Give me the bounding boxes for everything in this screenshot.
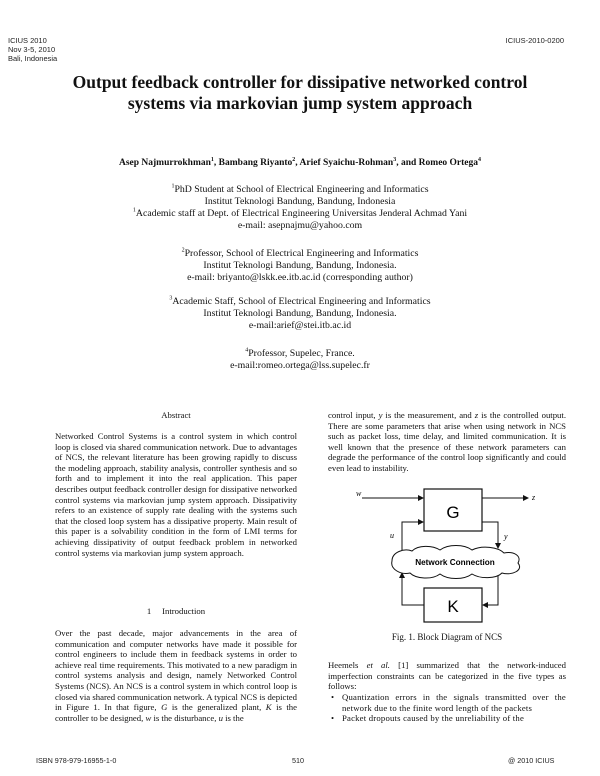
signal-w-label: w	[356, 489, 362, 498]
network-connection-label: Network Connection	[415, 558, 495, 567]
affil-sup: 3	[169, 295, 173, 302]
affil-sup: 2	[181, 247, 185, 254]
affiliation-3	[60, 296, 540, 332]
author-sup: 2	[292, 156, 296, 163]
right-paragraph-1	[328, 410, 566, 474]
paper-title	[40, 72, 560, 114]
author-separator: ,	[213, 158, 219, 168]
plant-label-G: G	[446, 503, 460, 522]
conference-dates: Nov 3-5, 2010	[8, 45, 56, 54]
affil-email: e-mail:arief@stei.itb.ac.id	[248, 320, 352, 331]
conference-name: ICIUS 2010	[8, 36, 47, 45]
affiliation-2	[60, 248, 540, 284]
affil-line: PhD Student at School of Electrical Engineering and Informatics	[174, 184, 429, 195]
text-run: Over the past decade, major advancements in the area of communication and computer networks have made it possible for control engineers to include them in feedback systems in order to achieve real time requirements. This motivated to a new paradigm in control systems analysis and design, namely Networked Control Systems (NCS). An NCS is a control system in which control loop is closed via shared communication network. A typical NCS is depicted in Figure 1. In that figure,	[55, 628, 297, 713]
affil-email: e-mail:romeo.ortega@lss.supelec.fr	[230, 360, 370, 371]
abstract-body: Networked Control Systems is a control system in which control loop is closed via shared communication network. Due to advantages of NCS, the relevant literature has been growing rapidly to discuss the modeling approach, stability analysis, controller synthesis and so forth and to implement it into the real application. This paper describes output feedback controller design for dissipative networked control systems via markovian jump system approach. Dissipativity refers to an existence of supply rate dealing with the systems such that the closed loop system has a dissipative property. Main result of this paper is a solvability condition in the form of LMI terms for achieving dissipativity of output feedback problem in networked control systems via markovian jump system approach.	[55, 431, 297, 558]
signal-u-path	[402, 522, 423, 550]
list-item: • Quantization errors in the signals transmitted over the network due to the finite word length of the packets	[328, 692, 566, 713]
conference-header	[8, 36, 57, 63]
symbol-G: G	[161, 702, 168, 713]
affil-line: Institut Teknologi Bandung, Bandung, Indonesia.	[203, 308, 397, 319]
list-item: • Packet dropouts caused by the unreliability of the	[328, 713, 566, 724]
affil-sup: 4	[245, 347, 249, 354]
title-line-1: Output feedback controller for dissipative networked control	[72, 72, 528, 92]
author-sup: 1	[210, 156, 214, 163]
introduction-paragraph	[55, 628, 297, 723]
symbol-z: z	[474, 410, 479, 420]
affil-line: Institut Teknologi Bandung, Bandung, Indonesia.	[203, 260, 397, 271]
figure-caption: Fig. 1. Block Diagram of NCS	[391, 632, 503, 642]
affil-line: Institut Teknologi Bandung, Bandung, Indonesia	[204, 196, 396, 207]
section-title: Introduction	[162, 606, 206, 616]
affil-line: Academic Staff, School of Electrical Engineering and Informatics	[172, 296, 431, 307]
affil-line: Professor, Supelec, France.	[248, 348, 355, 359]
signal-u-label: u	[390, 531, 394, 540]
controller-label-K: K	[447, 597, 459, 616]
text-run: is the disturbance,	[151, 712, 219, 723]
affil-sup: 1	[171, 183, 175, 190]
affil-line: Academic staff at Dept. of Electrical Engineering Universitas Jenderal Achmad Yani	[135, 208, 468, 219]
right-paragraph-2	[328, 660, 566, 692]
affiliation-4	[60, 348, 540, 372]
footer-isbn: ISBN 978-979-16955-1-0	[36, 756, 117, 765]
text-run: is the generalized plant,	[167, 702, 266, 713]
signal-y-path	[482, 522, 498, 548]
author-separator: ,	[295, 158, 300, 168]
text-run: [1] summarized that the network-induced imperfection constraints can be categorized in the five types as follows:	[328, 660, 566, 692]
text-run: is the controller to be designed,	[55, 702, 297, 723]
ncs-block-diagram	[352, 484, 552, 634]
author-name: Bambang Riyanto	[218, 158, 293, 168]
section-number: 1	[146, 606, 152, 616]
author-sup: 3	[393, 156, 397, 163]
constraint-list	[328, 692, 566, 724]
affil-line: Professor, School of Electrical Engineering and Informatics	[184, 248, 419, 259]
author-name: Asep Najmurrokhman	[118, 158, 211, 168]
text-run: is the controlled output. There are some parameters that arise when using network in NCS such as packet loss, time delay, and limited communication. It is well known that the presence of these network parameters can degrade the performance of the control loop significantly and could even lead to instability.	[328, 410, 566, 473]
conference-location: Bali, Indonesia	[8, 54, 58, 63]
signal-y-label: y	[504, 532, 508, 541]
text-run: is the measurement, and	[382, 410, 475, 420]
author-name: Romeo Ortega	[418, 158, 479, 168]
affiliation-1	[60, 184, 540, 232]
affil-sup: 1	[132, 207, 136, 214]
author-separator: , and	[396, 158, 419, 168]
symbol-y: y	[378, 410, 383, 420]
text-etal: et al.	[366, 660, 390, 670]
paper-id: ICIUS-2010-0200	[505, 36, 564, 45]
affil-email: e-mail: briyanto@lskk.ee.itb.ac.id (corresponding author)	[187, 272, 413, 283]
symbol-K: K	[265, 702, 272, 713]
title-line-2: systems via markovian jump system approach	[127, 93, 473, 113]
introduction-heading	[55, 606, 297, 616]
symbol-u: u	[218, 712, 223, 723]
symbol-w: w	[145, 712, 152, 723]
affil-email: e-mail: asepnajmu@yahoo.com	[237, 220, 363, 231]
footer-page-number: 510	[292, 756, 304, 765]
text-run: Heemels	[328, 660, 367, 670]
author-name: Arief Syaichu-Rohman	[299, 158, 394, 168]
author-sup: 4	[478, 156, 482, 163]
text-run: is the	[222, 712, 244, 723]
text-run: control input,	[328, 410, 379, 420]
signal-z-label: z	[532, 493, 536, 502]
footer-copyright: @ 2010 ICIUS	[508, 756, 555, 765]
author-list	[40, 158, 560, 168]
abstract-heading: Abstract	[161, 410, 191, 420]
